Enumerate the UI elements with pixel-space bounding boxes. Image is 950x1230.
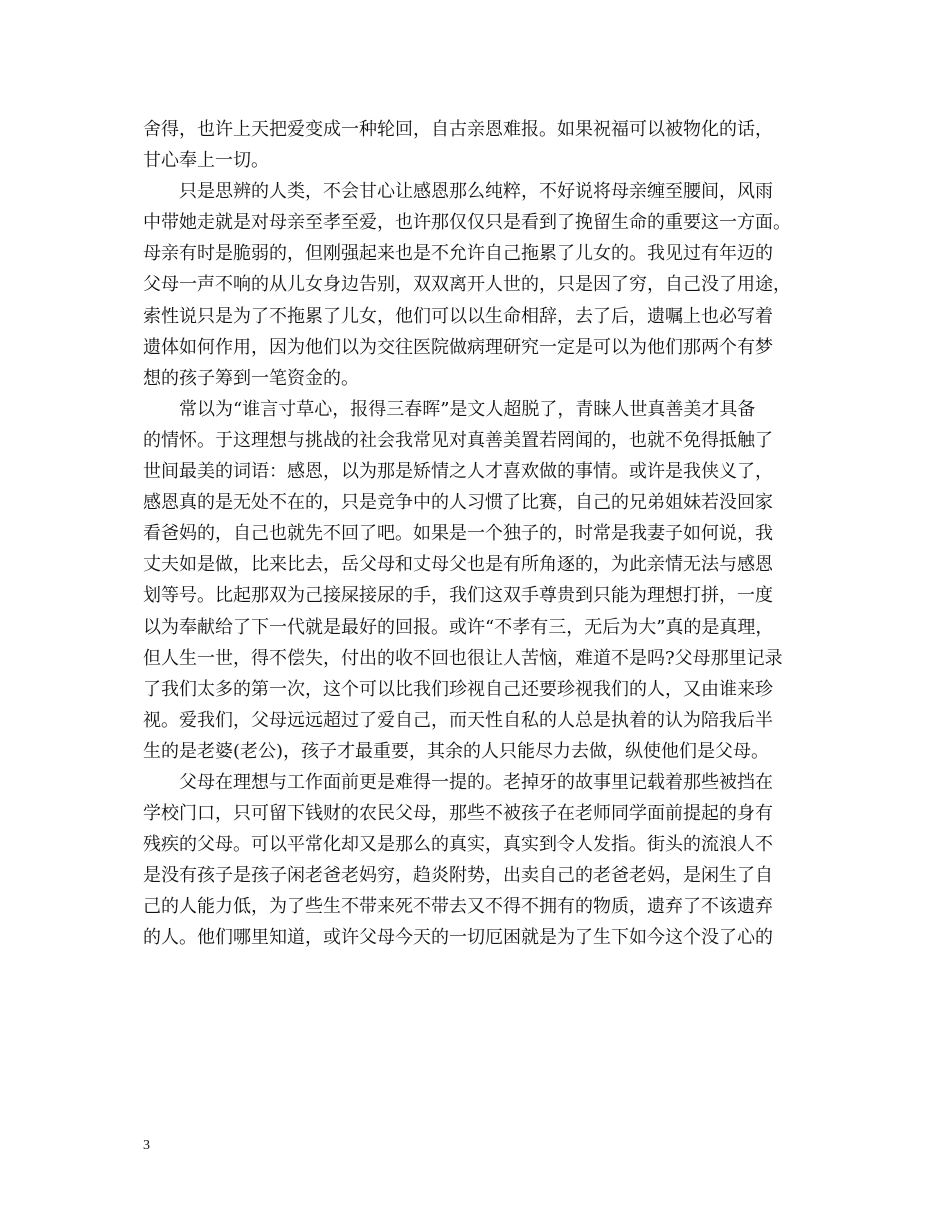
text-line: 以为奉献给了下一代就是最好的回报。或许“不孝有三，无后为大”真的是真理， — [143, 616, 774, 638]
paragraph-first-line: 父母在理想与工作面前更是难得一提的。老掉牙的故事里记载着那些被挡在 — [179, 771, 773, 793]
body-text — [143, 114, 807, 954]
text-line: 父母一声不响的从儿女身边告别，双双离开人世的，只是因了穷，自己没了用途， — [143, 274, 791, 296]
text-line: 世间最美的词语：感恩，以为那是矫情之人才喜欢做的事情。或许是我侠义了， — [143, 461, 773, 483]
text-line: 生的是老婆(老公)，孩子才最重要，其余的人只能尽力去做，纵使他们是父母。 — [143, 740, 770, 762]
text-line: 划等号。比起那双为己接屎接尿的手，我们这双手尊贵到只能为理想打拼，一度 — [143, 585, 773, 607]
text-line: 丈夫如是做，比来比去，岳父母和丈母父也是有所角逐的，为此亲情无法与感恩 — [143, 554, 773, 576]
text-line: 的情怀。于这理想与挑战的社会我常见对真善美置若罔闻的，也就不免得抵触了 — [143, 429, 773, 451]
text-line: 感恩真的是无处不在的，只是竞争中的人习惯了比赛，自己的兄弟姐妹若没回家 — [143, 492, 773, 514]
text-line: 学校门口，只可留下钱财的农民父母，那些不被孩子在老师同学面前提起的身有 — [143, 803, 773, 825]
text-line: 母亲有时是脆弱的，但刚强起来也是不允许自己拖累了儿女的。我见过有年迈的 — [143, 243, 773, 265]
text-line: 甘心奉上一切。 — [143, 150, 269, 172]
text-line: 了我们太多的第一次，这个可以比我们珍视自己还要珍视我们的人，又由谁来珍 — [143, 678, 773, 700]
text-line: 看爸妈的，自己也就先不回了吧。如果是一个独子的，时常是我妻子如何说，我 — [143, 523, 773, 545]
paragraph-first-line: 常以为“谁言寸草心，报得三春晖”是文人超脱了，青睐人世真善美才具备 — [179, 398, 756, 420]
text-line: 想的孩子筹到一笔资金的。 — [143, 367, 359, 389]
text-line: 舍得，也许上天把爱变成一种轮回，自古亲恩难报。如果祝福可以被物化的话， — [143, 119, 773, 140]
paragraph-first-line: 只是思辨的人类，不会甘心让感恩那么纯粹，不好说将母亲缠至腰间，风雨 — [179, 181, 773, 203]
text-line: 但人生一世，得不偿失，付出的收不回也很让人苦恼，难道不是吗?父母那里记录 — [143, 647, 783, 669]
text-line: 遗体如何作用，因为他们以为交往医院做病理研究一定是可以为他们那两个有梦 — [143, 336, 773, 358]
page-number: 3 — [143, 1138, 150, 1153]
text-line: 索性说只是为了不拖累了儿女，他们可以以生命相辞，去了后，遗嘱上也必写着 — [143, 305, 773, 327]
text-line: 是没有孩子是孩子闲老爸老妈穷，趋炎附势，出卖自己的老爸老妈，是闲生了自 — [143, 865, 773, 887]
text-line: 残疾的父母。可以平常化却又是那么的真实，真实到令人发指。街头的流浪人不 — [143, 834, 773, 856]
text-line: 的人。他们哪里知道，或许父母今天的一切厄困就是为了生下如今这个没了心的 — [143, 927, 773, 949]
text-line: 己的人能力低，为了些生不带来死不带去又不得不拥有的物质，遗弃了不该遗弃 — [143, 896, 773, 918]
text-line: 视。爱我们，父母远远超过了爱自己，而天性自私的人总是执着的认为陪我后半 — [143, 709, 773, 731]
text-line: 中带她走就是对母亲至孝至爱，也许那仅仅只是看到了挽留生命的重要这一方面。 — [143, 212, 791, 234]
